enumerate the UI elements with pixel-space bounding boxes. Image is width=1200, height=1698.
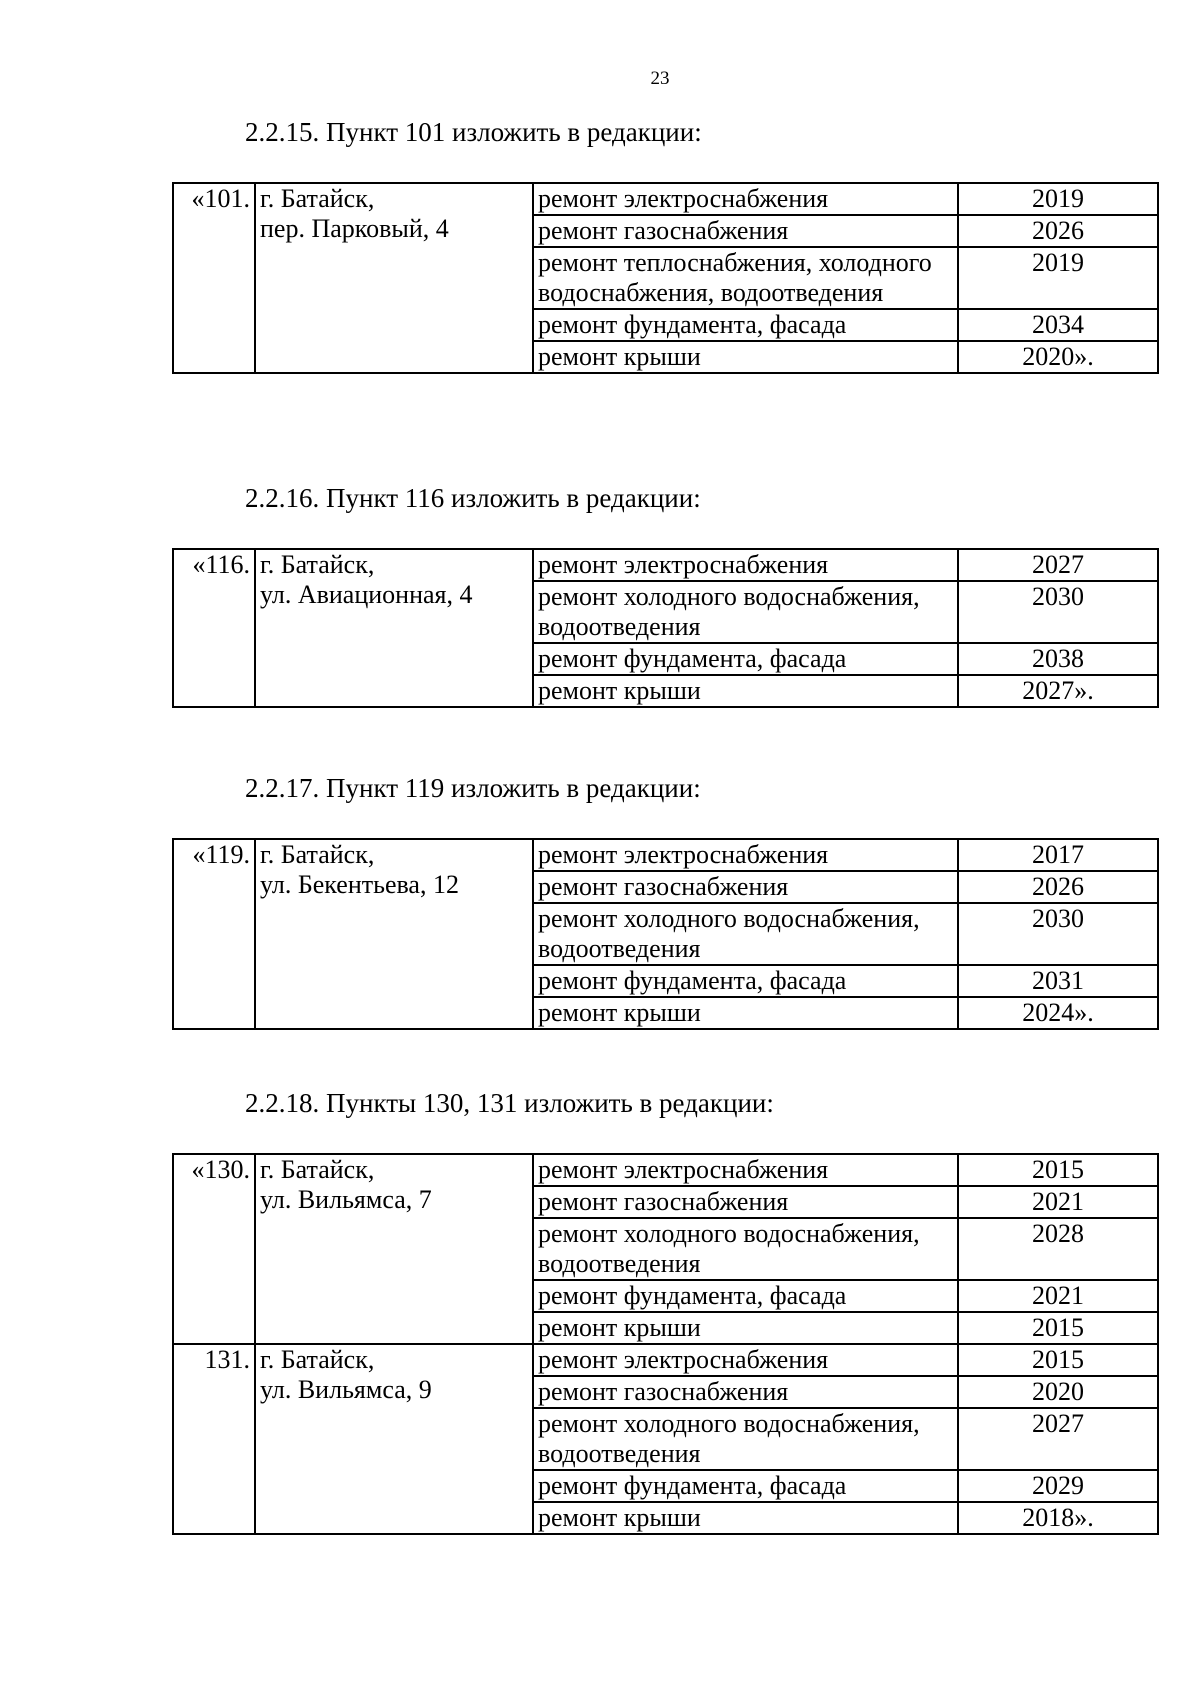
item-number: «130. [173, 1154, 255, 1344]
work-year: 2026 [958, 871, 1158, 903]
work-type: ремонт газоснабжения [533, 871, 958, 903]
section-2-2-16 [172, 482, 1190, 708]
address-street: ул. Вильямса, 7 [260, 1185, 432, 1214]
work-type: ремонт электроснабжения [533, 549, 958, 581]
items-table [172, 182, 1159, 374]
work-type: ремонт крыши [533, 1312, 958, 1344]
work-year: 2018». [958, 1502, 1158, 1534]
work-year: 2019 [958, 183, 1158, 215]
work-type: ремонт электроснабжения [533, 1344, 958, 1376]
address-cell [255, 183, 533, 373]
items-table [172, 548, 1159, 708]
item-number: «101. [173, 183, 255, 373]
work-year: 2034 [958, 309, 1158, 341]
section-2-2-18 [172, 1087, 1190, 1535]
table-row [173, 183, 1158, 215]
table-row [173, 839, 1158, 871]
work-type: ремонт газоснабжения [533, 215, 958, 247]
table-row [173, 549, 1158, 581]
item-number: «119. [173, 839, 255, 1029]
work-year: 2030 [958, 581, 1158, 643]
item-number: 131. [173, 1344, 255, 1534]
work-year: 2029 [958, 1470, 1158, 1502]
work-year: 2017 [958, 839, 1158, 871]
address-cell [255, 1154, 533, 1344]
address-city: г. Батайск, [260, 840, 375, 869]
address-cell [255, 1344, 533, 1534]
work-year: 2038 [958, 643, 1158, 675]
address-city: г. Батайск, [260, 550, 375, 579]
work-year: 2027 [958, 1408, 1158, 1470]
work-year: 2020». [958, 341, 1158, 373]
work-type: ремонт крыши [533, 341, 958, 373]
work-year: 2030 [958, 903, 1158, 965]
section-heading: 2.2.17. Пункт 119 изложить в редакции: [245, 773, 701, 803]
address-city: г. Батайск, [260, 1345, 375, 1374]
work-type: ремонт крыши [533, 1502, 958, 1534]
work-type: ремонт газоснабжения [533, 1376, 958, 1408]
work-year: 2015 [958, 1312, 1158, 1344]
work-type: ремонт фундамента, фасада [533, 965, 958, 997]
work-type: ремонт крыши [533, 997, 958, 1029]
work-type: ремонт электроснабжения [533, 183, 958, 215]
section-heading: 2.2.18. Пункты 130, 131 изложить в редакции: [245, 1088, 774, 1118]
work-type: ремонт холодного водоснабжения, водоотведения [533, 1218, 958, 1280]
work-type: ремонт фундамента, фасада [533, 1280, 958, 1312]
work-type: ремонт холодного водоснабжения, водоотведения [533, 903, 958, 965]
work-year: 2027 [958, 549, 1158, 581]
work-year: 2026 [958, 215, 1158, 247]
work-type: ремонт теплоснабжения, холодного водоснабжения, водоотведения [533, 247, 958, 309]
section-heading: 2.2.15. Пункт 101 изложить в редакции: [245, 117, 702, 147]
address-street: ул. Вильямса, 9 [260, 1375, 432, 1404]
work-type: ремонт фундамента, фасада [533, 1470, 958, 1502]
table-row [173, 1344, 1158, 1376]
address-street: ул. Авиационная, 4 [260, 580, 473, 609]
items-table [172, 838, 1159, 1030]
items-table [172, 1153, 1159, 1535]
work-type: ремонт холодного водоснабжения, водоотведения [533, 581, 958, 643]
work-year: 2024». [958, 997, 1158, 1029]
page-number: 23 [650, 68, 670, 89]
address-cell [255, 839, 533, 1029]
work-year: 2020 [958, 1376, 1158, 1408]
work-year: 2015 [958, 1344, 1158, 1376]
work-year: 2027». [958, 675, 1158, 707]
address-city: г. Батайск, [260, 1155, 375, 1184]
work-year: 2028 [958, 1218, 1158, 1280]
section-heading: 2.2.16. Пункт 116 изложить в редакции: [245, 483, 701, 513]
address-city: г. Батайск, [260, 184, 375, 213]
address-cell [255, 549, 533, 707]
work-year: 2015 [958, 1154, 1158, 1186]
work-type: ремонт электроснабжения [533, 839, 958, 871]
work-year: 2031 [958, 965, 1158, 997]
work-type: ремонт крыши [533, 675, 958, 707]
item-number: «116. [173, 549, 255, 707]
address-street: ул. Бекентьева, 12 [260, 870, 459, 899]
section-2-2-15 [172, 116, 1190, 374]
section-2-2-17 [172, 772, 1190, 1030]
work-type: ремонт холодного водоснабжения, водоотведения [533, 1408, 958, 1470]
work-year: 2021 [958, 1280, 1158, 1312]
work-type: ремонт газоснабжения [533, 1186, 958, 1218]
work-type: ремонт фундамента, фасада [533, 643, 958, 675]
table-row [173, 1154, 1158, 1186]
work-year: 2019 [958, 247, 1158, 309]
address-street: пер. Парковый, 4 [260, 214, 449, 243]
work-year: 2021 [958, 1186, 1158, 1218]
work-type: ремонт фундамента, фасада [533, 309, 958, 341]
work-type: ремонт электроснабжения [533, 1154, 958, 1186]
